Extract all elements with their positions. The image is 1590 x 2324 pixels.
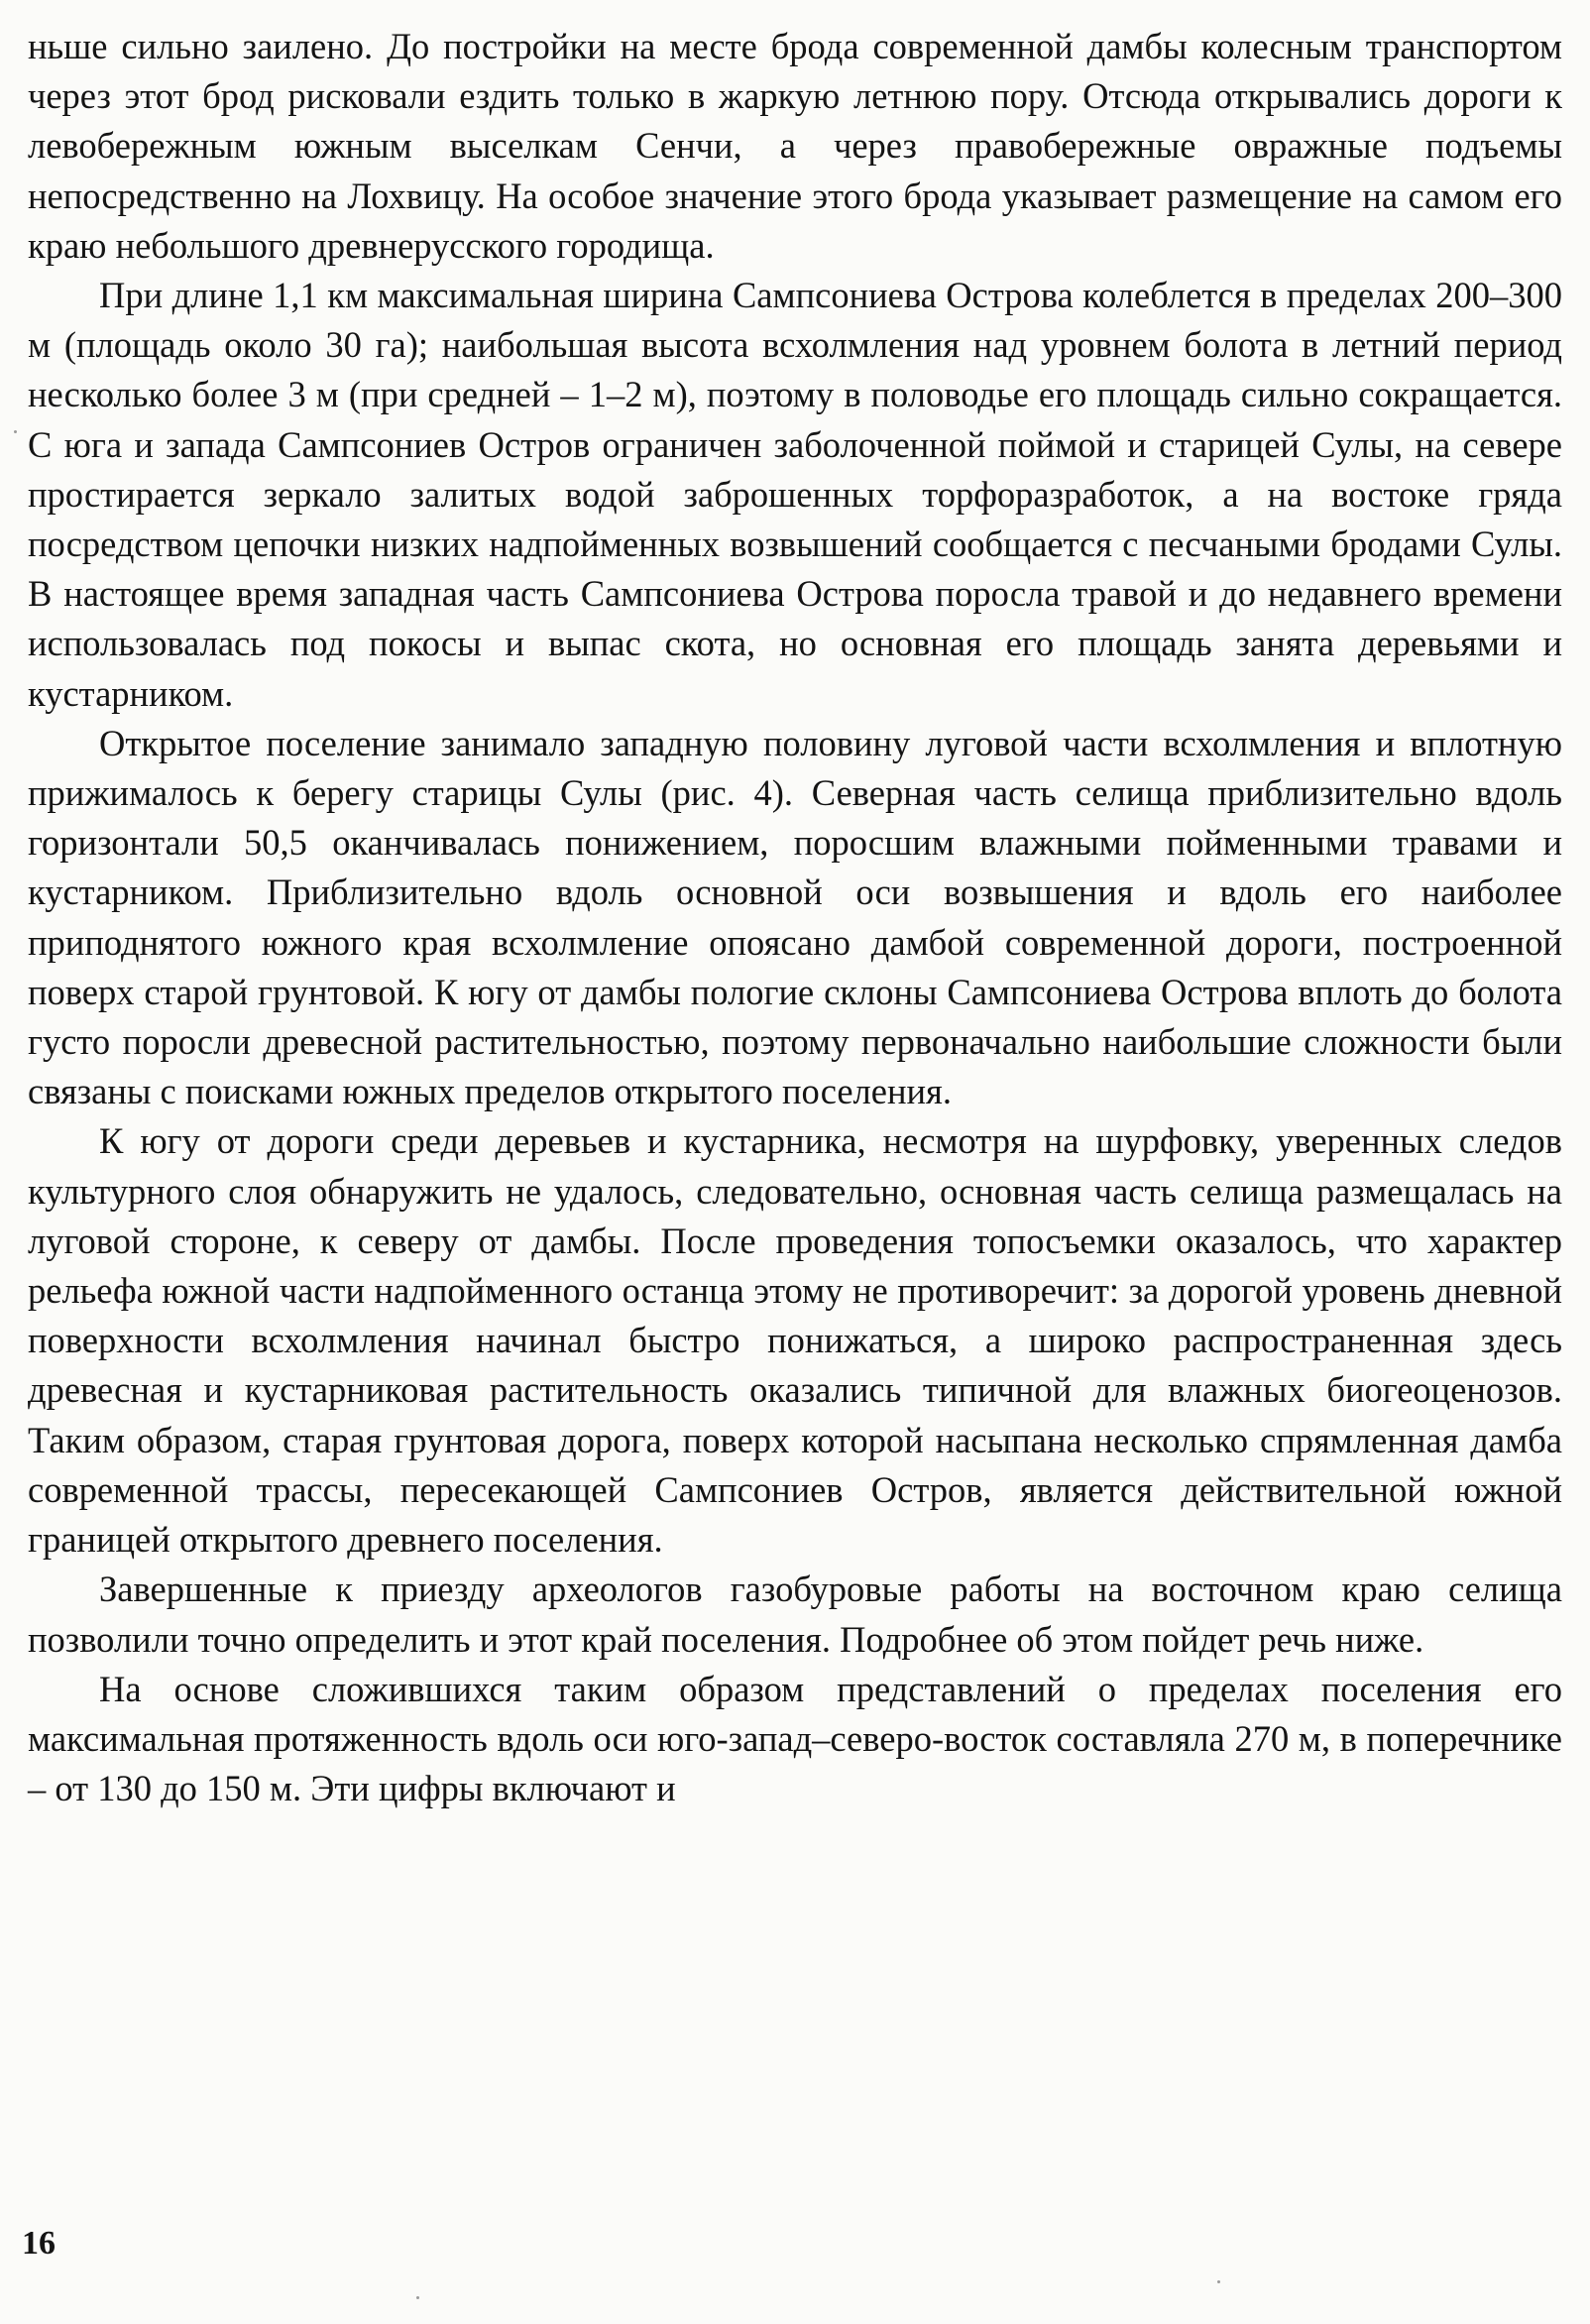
page-number: 16 (22, 2225, 56, 2262)
scan-speck (1217, 2280, 1220, 2283)
scan-speck (416, 2296, 419, 2299)
paragraph-4: К югу от дороги среди деревьев и кустарника, несмотря на шурфовку, уверенных следов культурного слоя обнаружить не удалось, следовательно, основная часть селища размещалась на луговой стороне, к северу от дамбы. После проведения топосъемки оказалось, что характер рельефа южной части надпойменного останца этому не противоречит: за дорогой уровень дневной поверхности всхолмления начинал быстро понижаться, а широко распространенная здесь древесная и кустарниковая растительность оказались типичной для влажных биогеоценозов. Таким образом, старая грунтовая дорога, поверх которой насыпана несколько спрямленная дамба современной трассы, пересекающей Сампсониев Остров, является действительной южной границей открытого древнего поселения. (28, 1120, 1562, 1561)
scan-speck (14, 430, 17, 433)
paragraph-1: ньше сильно заилено. До постройки на месте брода современной дамбы колесным транспортом через этот брод рисковали ездить только в жаркую летнюю пору. Отсюда открывались дороги к левобережным южным выселкам Сенчи, а через правобережные овражные подъемы непосредственно на Лохвицу. На особое значение этого брода указывает размещение на самом его краю небольшого древнерусского городища. (28, 26, 1562, 266)
paragraph-6: На основе сложившихся таким образом представлений о пределах поселения его максимальная протяженность вдоль оси юго-запад–северо-восток составляла 270 м, в поперечнике – от 130 до 150 м. Эти цифры включают и (28, 1668, 1562, 1809)
body-text (28, 22, 1562, 1813)
paragraph-3: Открытое поселение занимало западную половину луговой части всхолмления и вплотную прижималось к берегу старицы Сулы (рис. 4). Северная часть селища приблизительно вдоль горизонтали 50,5 оканчивалась понижением, поросшим влажными пойменными травами и кустарником. Приблизительно вдоль основной оси возвышения и вдоль его наиболее приподнятого южного края всхолмление опоясано дамбой современной дороги, построенной поверх старой грунтовой. К югу от дамбы пологие склоны Сампсониева Острова вплоть до болота густо поросли древесной растительностью, поэтому первоначально наибольшие сложности были связаны с поисками южных пределов открытого поселения. (28, 722, 1562, 1112)
paragraph-2: При длине 1,1 км максимальная ширина Сампсониева Острова колеблется в пределах 200–300 м (площадь около 30 га); наибольшая высота всхолмления над уровнем болота в летний период несколько более 3 м (при средней – 1–2 м), поэтому в половодье его площадь сильно сокращается. С юга и запада Сампсониев Остров ограничен заболоченной поймой и старицей Сулы, на севере простирается зеркало залитых водой заброшенных торфоразработок, а на востоке гряда посредством цепочки низких надпойменных возвышений сообщается с песчаными бродами Сулы. В настоящее время западная часть Сампсониева Острова поросла травой и до недавнего времени использовалась под покосы и выпас скота, но основная его площадь занята деревьями и кустарником. (28, 275, 1562, 714)
paragraph-5: Завершенные к приезду археологов газобуровые работы на восточном краю селища позволили точно определить и этот край поселения. Подробнее об этом пойдет речь ниже. (28, 1569, 1562, 1660)
